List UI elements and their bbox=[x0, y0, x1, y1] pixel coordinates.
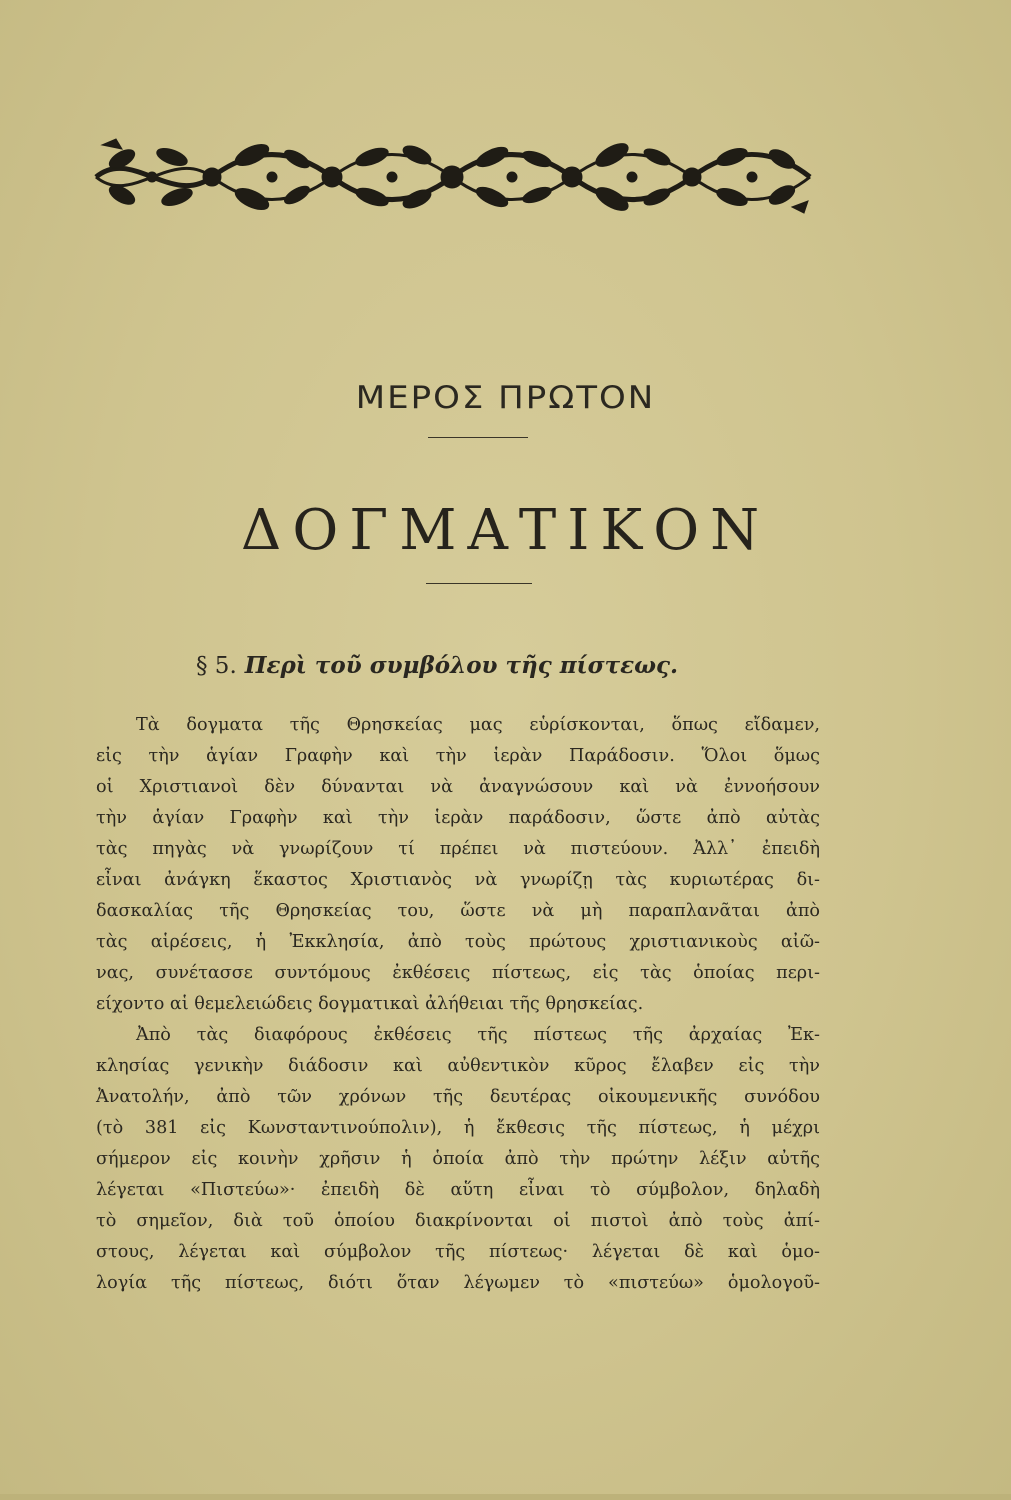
text-line: είχοντο αἱ θεμελειώδεις δογματικαὶ ἀλήθειαι τῆς θρησκείας. bbox=[96, 994, 644, 1014]
text-line: τὰς πηγὰς νὰ γνωρίζουν τί πρέπει νὰ πιστεύουν. Ἀλλ᾽ ἐπειδὴ bbox=[96, 839, 820, 859]
text-line: λογία τῆς πίστεως, διότι ὅταν λέγωμεν τὸ «πιστεύω» ὁμολογοῦ- bbox=[96, 1273, 820, 1293]
text-line: Ἀπὸ τὰς διαφόρους ἐκθέσεις τῆς πίστεως τῆς ἀρχαίας Ἐκ- bbox=[136, 1025, 820, 1045]
text-line: λέγεται «Πιστεύω»· ἐπειδὴ δὲ αὕτη εἶναι τὸ σύμβολον, δηλαδὴ bbox=[96, 1180, 820, 1200]
text-line: στους, λέγεται καὶ σύμβολον τῆς πίστεως· λέγεται δὲ καὶ ὁμο- bbox=[96, 1242, 820, 1262]
text-line: (τὸ 381 εἰς Κωνσταντινούπολιν), ἡ ἔκθεσις τῆς πίστεως, ἡ μέχρι bbox=[96, 1118, 820, 1138]
part-title: ΜΕΡΟΣ ΠΡΩΤΟΝ bbox=[355, 379, 656, 417]
section-heading bbox=[196, 652, 678, 679]
text-line: τὸ σημεῖον, διὰ τοῦ ὁποίου διακρίνονται οἱ πιστοὶ ἀπὸ τοὺς ἀπί- bbox=[96, 1211, 820, 1231]
text-line: εἰς τὴν ἁγίαν Γραφὴν καὶ τὴν ἱερὰν Παράδοσιν. Ὅλοι ὅμως bbox=[96, 746, 820, 766]
text-line: οἱ Χριστιανοὶ δὲν δύνανται νὰ ἀναγνώσουν καὶ νὰ ἐννοήσουν bbox=[96, 777, 820, 797]
text-line: τὰς αἱρέσεις, ἡ Ἐκκλησία, ἀπὸ τοὺς πρώτους χριστιανικοὺς αἰῶ- bbox=[96, 932, 820, 952]
section-title: Περὶ τοῦ συμβόλου τῆς πίστεως. bbox=[244, 652, 679, 679]
divider-rule bbox=[426, 583, 532, 584]
text-line: νας, συνέτασσε συντόμους ἐκθέσεις πίστεως, εἰς τὰς ὁποίας περι- bbox=[96, 963, 820, 983]
text-line: δασκαλίας τῆς Θρησκείας του, ὥστε νὰ μὴ παραπλανᾶται ἀπὸ bbox=[96, 901, 820, 921]
text-line: τὴν ἁγίαν Γραφὴν καὶ τὴν ἱερὰν παράδοσιν, ὥστε ἀπὸ αὐτὰς bbox=[96, 808, 820, 828]
text-line: εἶναι ἀνάγκη ἕκαστος Χριστιανὸς νὰ γνωρίζῃ τὰς κυριωτέρας δι- bbox=[96, 870, 820, 890]
text-line: Ἀνατολήν, ἀπὸ τῶν χρόνων τῆς δευτέρας οἰκουμενικῆς συνόδου bbox=[96, 1087, 820, 1107]
floral-vine-ornament-icon bbox=[92, 137, 814, 215]
text-line: Τὰ δογματα τῆς Θρησκείας μας εὑρίσκονται, ὅπως εἴδαμεν, bbox=[136, 715, 820, 735]
section-number: § 5. bbox=[196, 653, 237, 679]
page-edge bbox=[0, 1494, 1011, 1500]
body-text bbox=[96, 710, 820, 1299]
text-line: κλησίας γενικὴν διάδοσιν καὶ αὐθεντικὸν κῦρος ἔλαβεν εἰς τὴν bbox=[96, 1056, 820, 1076]
main-title: ΔΟΓΜΑΤΙΚΟΝ bbox=[240, 498, 771, 563]
divider-rule bbox=[428, 437, 528, 438]
text-line: σήμερον εἰς κοινὴν χρῆσιν ἡ ὁποία ἀπὸ τὴν πρώτην λέξιν αὐτῆς bbox=[96, 1149, 820, 1169]
